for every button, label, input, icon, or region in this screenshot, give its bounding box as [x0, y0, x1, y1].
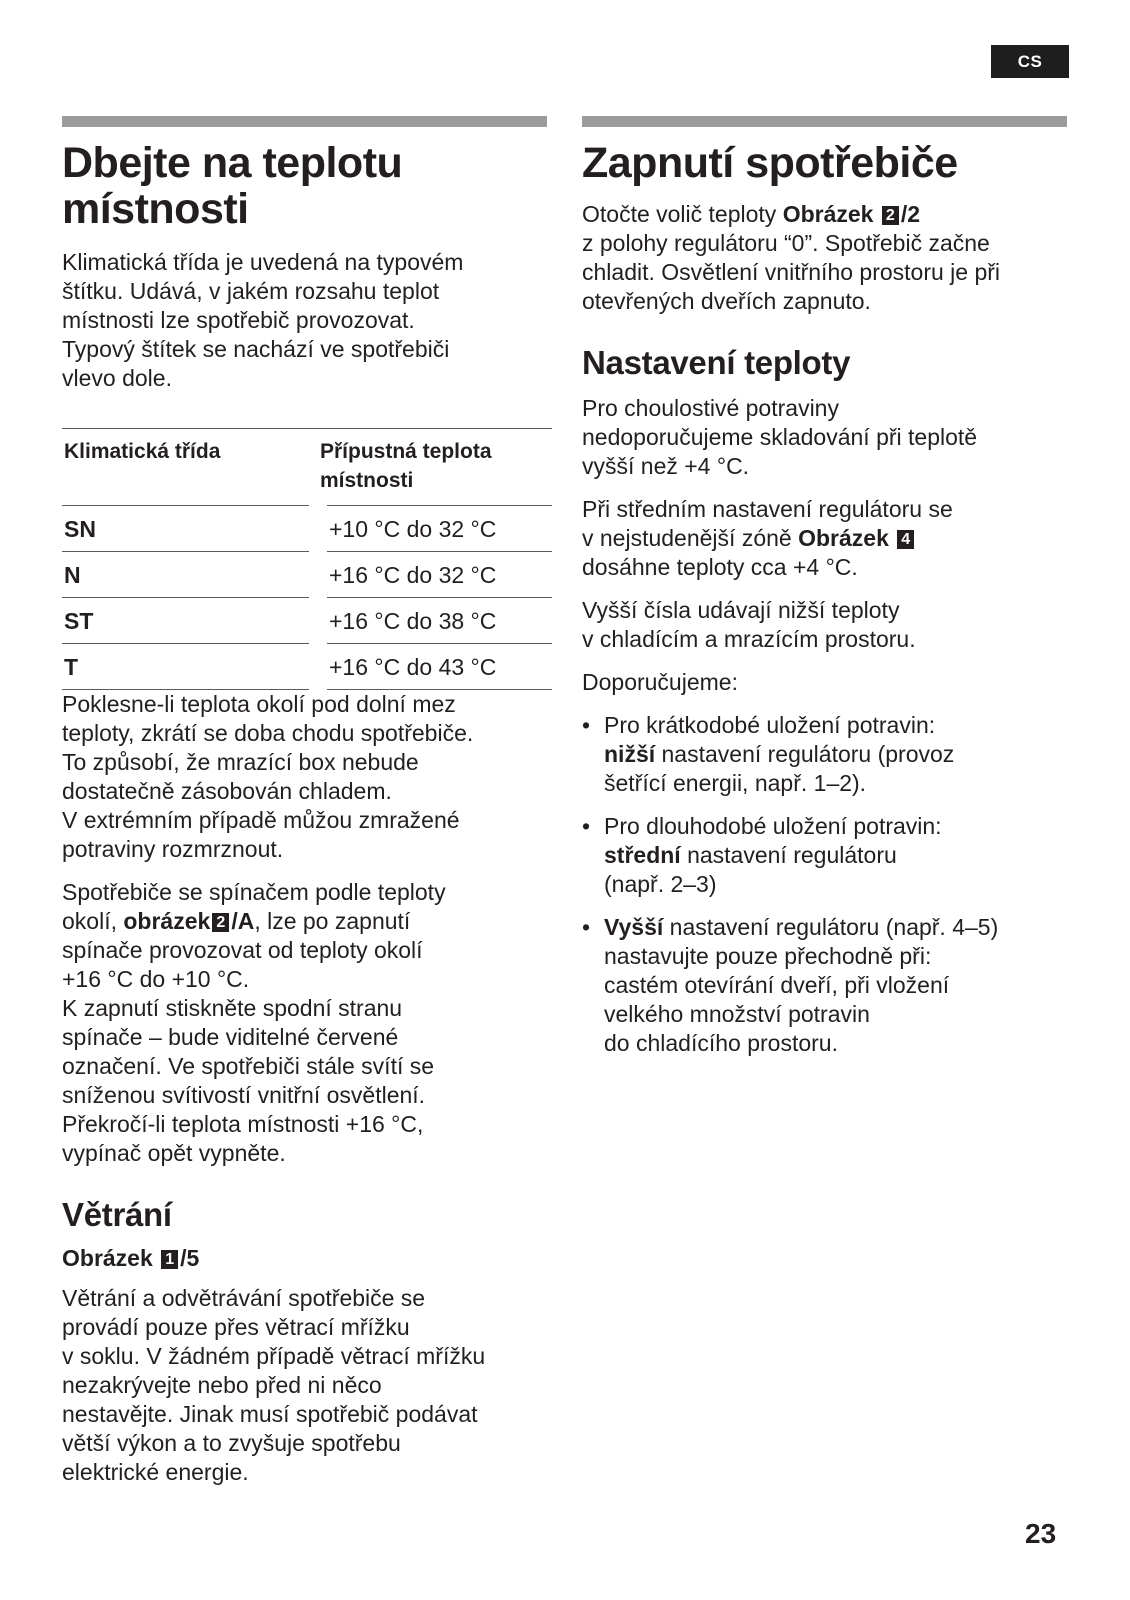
- recommendation-list: [582, 711, 1072, 1058]
- figure-reference-suffix: /A: [231, 908, 255, 934]
- page-number: 23: [1025, 1518, 1057, 1549]
- ventilation-heading: Větrání: [62, 1196, 172, 1233]
- left-section-rule: [62, 116, 547, 127]
- figure-number-badge: 4: [897, 530, 914, 549]
- switch-on-text-start: Otočte volič teploty: [582, 201, 783, 227]
- bullet-text-end: nastavení regulátoru (např. 2–3): [604, 842, 897, 897]
- bullet-text-end: nastavení regulátoru (provoz šetřící energii, např. 1–2).: [604, 741, 955, 796]
- coldest-zone-text-start: Při středním nastavení regulátoru se v nejstudenější zóně: [582, 496, 953, 551]
- table-header-temperature: [318, 429, 552, 506]
- temperature-range-cell: +16 °C do 43 °C: [318, 644, 552, 690]
- figure-reference-label: Obrázek: [798, 525, 889, 551]
- coldest-zone-text-end: dosáhne teploty cca +4 °C.: [582, 554, 858, 580]
- ventilation-figure-reference: [62, 1244, 552, 1273]
- switch-on-heading: Zapnutí spotřebiče: [582, 139, 958, 187]
- climate-class-cell: N: [62, 552, 318, 598]
- switch-on-paragraph: [582, 200, 1072, 316]
- table-row: [62, 598, 552, 644]
- language-badge: CS: [991, 45, 1069, 78]
- bullet-text-start: Pro dlouhodobé uložení potravin:: [604, 813, 942, 839]
- room-temperature-heading: [62, 140, 552, 232]
- ventilation-figure-suffix: /5: [180, 1245, 200, 1271]
- list-item: [582, 812, 1072, 899]
- sensitive-food-paragraph: Pro choulostivé potraviny nedoporučujeme skladování při teplotě vyšší než +4 °C.: [582, 395, 978, 479]
- temperature-range-cell: +10 °C do 32 °C: [318, 506, 552, 552]
- figure-reference-suffix: /2: [900, 201, 921, 227]
- temperature-setting-heading: Nastavení teploty: [582, 344, 851, 381]
- higher-numbers-paragraph: Vyšší čísla udávají nižší teploty v chladícím a mrazícím prostoru.: [582, 597, 916, 652]
- header-temp-line-1: Přípustná teplota: [320, 440, 492, 463]
- temperature-range-cell: +16 °C do 32 °C: [318, 552, 552, 598]
- climate-class-cell: T: [62, 644, 318, 690]
- figure-reference-label: obrázek: [123, 908, 211, 934]
- temperature-range-cell: +16 °C do 38 °C: [318, 598, 552, 644]
- right-section-rule: [582, 116, 1067, 127]
- table-header-class: Klimatická třída: [62, 429, 318, 506]
- list-item: [582, 711, 1072, 798]
- table-row: [62, 552, 552, 598]
- climate-class-table: [62, 428, 552, 690]
- ventilation-paragraph: Větrání a odvětrávání spotřebiče se provádí pouze přes větrací mřížku v soklu. V žádném případě větrací mřížku nezakrývejte nebo před ni něco nestavějte. Jinak musí spotřebič podávat větší výkon a to zvyšuje spotřebu elektrické energie.: [62, 1285, 486, 1485]
- switch-text-start: Spotřebiče se spínačem podle teploty okolí,: [62, 879, 446, 934]
- figure-number-badge: 2: [882, 206, 899, 225]
- ambient-switch-paragraph: [62, 878, 552, 1168]
- figure-number-badge: 2: [212, 913, 229, 932]
- heading-line-1: Dbejte na teplotu: [62, 139, 403, 187]
- figure-number-badge: 1: [161, 1250, 178, 1269]
- header-temp-line-2: místnosti: [320, 469, 414, 492]
- climate-class-cell: SN: [62, 506, 318, 552]
- table-row: [62, 506, 552, 552]
- bullet-text-end: nastavení regulátoru (např. 4–5) nastavujte pouze přechodně při: castém otevírání dveří, při vložení velkého množství potravin do chladícího prostoru.: [604, 914, 999, 1056]
- heading-line-2: místnosti: [62, 185, 249, 233]
- bullet-emphasis: nižší: [604, 741, 656, 767]
- temperature-drop-paragraph: Poklesne-li teplota okolí pod dolní mez teploty, zkrátí se doba chodu spotřebiče. To způsobí, že mrazící box nebude dostatečně zásobován chladem. V extrémním případě můžou zmražené potraviny rozmrznout.: [62, 691, 474, 862]
- coldest-zone-paragraph: [582, 495, 1072, 582]
- bullet-text-start: Pro krátkodobé uložení potravin:: [604, 712, 936, 738]
- left-column: [62, 140, 552, 1487]
- bullet-emphasis: střední: [604, 842, 681, 868]
- climate-class-cell: ST: [62, 598, 318, 644]
- right-column: [582, 140, 1072, 1072]
- ventilation-figure-label: Obrázek: [62, 1245, 153, 1271]
- switch-text-end: , lze po zapnutí spínače provozovat od teploty okolí +16 °C do +10 °C. K zapnutí stiskněte spodní stranu spínače – bude viditelné červené označení. Ve spotřebiči stále svítí se sníženou svítivostí vnitřní osvětlení. Překročí-li teplota místnosti +16 °C, vypínač opět vypněte.: [62, 908, 435, 1166]
- table-row: [62, 644, 552, 690]
- recommendation-label: Doporučujeme:: [582, 669, 738, 695]
- switch-on-text-end: z polohy regulátoru “0”. Spotřebič začne chladit. Osvětlení vnitřního prostoru je při otevřených dveřích zapnuto.: [582, 230, 1001, 314]
- figure-reference-label: Obrázek: [782, 201, 874, 227]
- bullet-emphasis: Vyšší: [604, 914, 664, 940]
- climate-class-intro: Klimatická třída je uvedená na typovém štítku. Udává, v jakém rozsahu teplot místnosti lze spotřebič provozovat. Typový štítek se nachází ve spotřebiči vlevo dole.: [62, 249, 464, 391]
- list-item: [582, 913, 1072, 1058]
